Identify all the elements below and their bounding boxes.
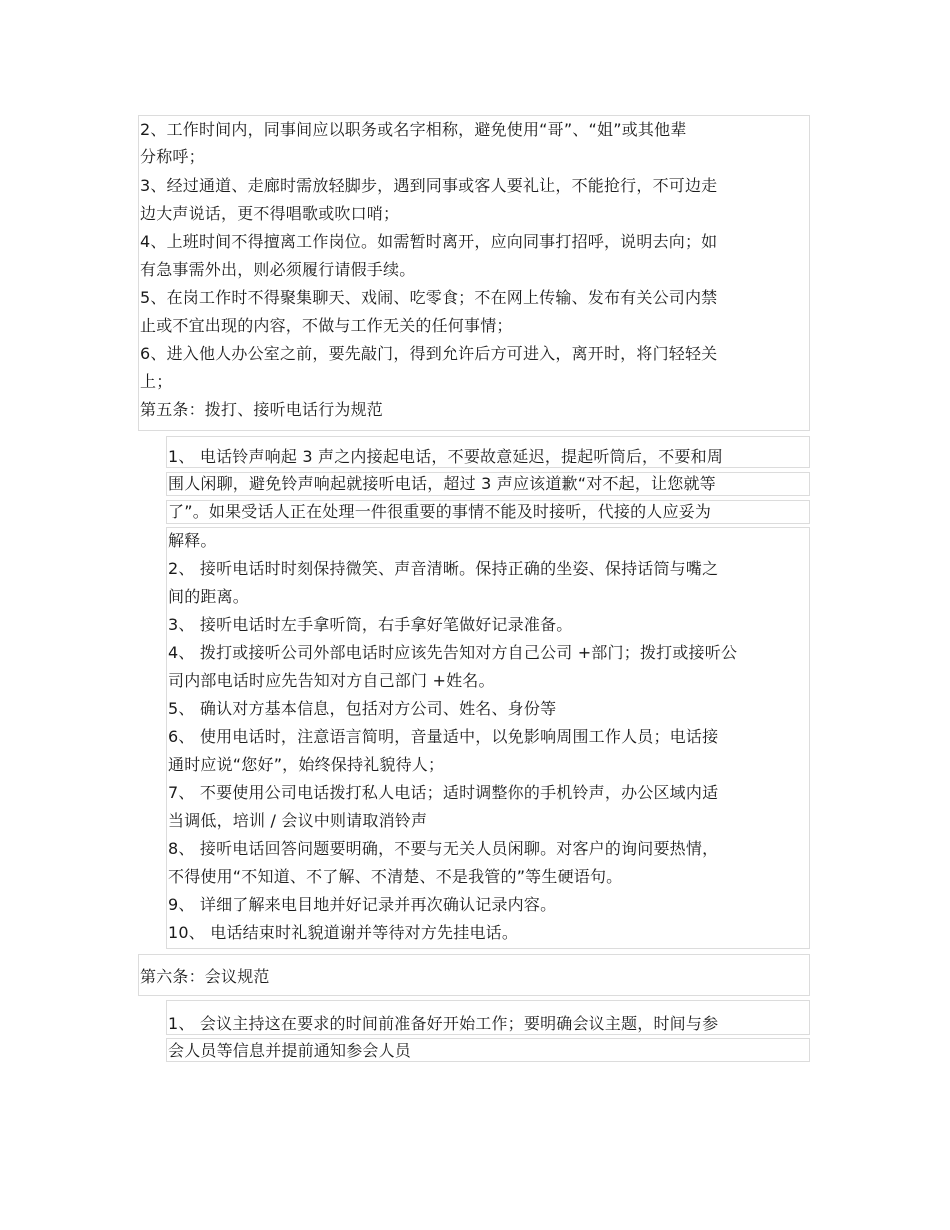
text-line: 不得使用“不知道、不了解、不清楚、不是我管的”等生硬语句。	[168, 867, 623, 886]
text-line: 6、 使用电话时，注意语言简明，音量适中，以免影响周围工作人员；电话接	[168, 727, 719, 746]
text-line: 当调低，培训 / 会议中则请取消铃声	[168, 811, 428, 830]
text-line: 1、 电话铃声响起 3 声之内接起电话，不要故意延迟，提起听筒后，不要和周	[168, 447, 724, 466]
text-line: 会人员等信息并提前通知参会人员	[168, 1041, 412, 1060]
text-line: 司内部电话时应先告知对方自己部门 +姓名。	[168, 671, 495, 690]
text-line: 10、 电话结束时礼貌道谢并等待对方先挂电话。	[168, 923, 519, 942]
text-line: 间的距离。	[168, 587, 250, 606]
text-line: 5、在岗工作时不得聚集聊天、戏闹、吃零食；不在网上传输、发布有关公司内禁	[140, 288, 718, 307]
text-line: 通时应说“您好”，始终保持礼貌待人；	[168, 755, 445, 774]
text-line: 3、经过通道、走廊时需放轻脚步，遇到同事或客人要礼让，不能抢行，不可边走	[140, 176, 718, 195]
text-line: 止或不宜出现的内容，不做与工作无关的任何事情；	[140, 316, 513, 335]
text-line: 分称呼；	[140, 147, 205, 166]
text-line: 2、 接听电话时时刻保持微笑、声音清晰。保持正确的坐姿、保持话筒与嘴之	[168, 559, 719, 578]
text-line: 边大声说话，更不得唱歌或吹口哨；	[140, 204, 400, 223]
text-line: 有急事需外出，则必须履行请假手续。	[140, 260, 416, 279]
text-line: 4、 拨打或接听公司外部电话时应该先告知对方自己公司 +部门；拨打或接听公	[168, 643, 738, 662]
text-line: 解释。	[168, 531, 217, 550]
text-line: 3、 接听电话时左手拿听筒，右手拿好笔做好记录准备。	[168, 615, 573, 634]
text-line: 8、 接听电话回答问题要明确，不要与无关人员闲聊。对客户的询问要热情，	[168, 839, 719, 858]
text-line: 2、工作时间内，同事间应以职务或名字相称，避免使用“哥”、“姐”或其他辈	[140, 120, 687, 139]
text-line: 7、 不要使用公司电话拨打私人电话；适时调整你的手机铃声，办公区域内适	[168, 783, 719, 802]
text-line: 了”。如果受话人正在处理一件很重要的事情不能及时接听，代接的人应妥为	[168, 502, 712, 521]
section-heading: 第六条：会议规范	[140, 967, 270, 986]
text-line: 1、 会议主持这在要求的时间前准备好开始工作；要明确会议主题，时间与参	[168, 1014, 719, 1033]
text-line: 上；	[140, 372, 173, 391]
text-line: 4、上班时间不得擅离工作岗位。如需暂时离开，应向同事打招呼，说明去向；如	[140, 232, 718, 251]
text-line: 围人闲聊，避免铃声响起就接听电话，超过 3 声应该道歉“对不起，让您就等	[168, 474, 716, 493]
section-heading: 第五条：拨打、接听电话行为规范	[140, 400, 384, 419]
text-line: 6、进入他人办公室之前，要先敲门，得到允许后方可进入，离开时，将门轻轻关	[140, 344, 718, 363]
text-line: 9、 详细了解来电目地并好记录并再次确认记录内容。	[168, 895, 557, 914]
text-line: 5、 确认对方基本信息，包括对方公司、姓名、身份等	[168, 699, 557, 718]
